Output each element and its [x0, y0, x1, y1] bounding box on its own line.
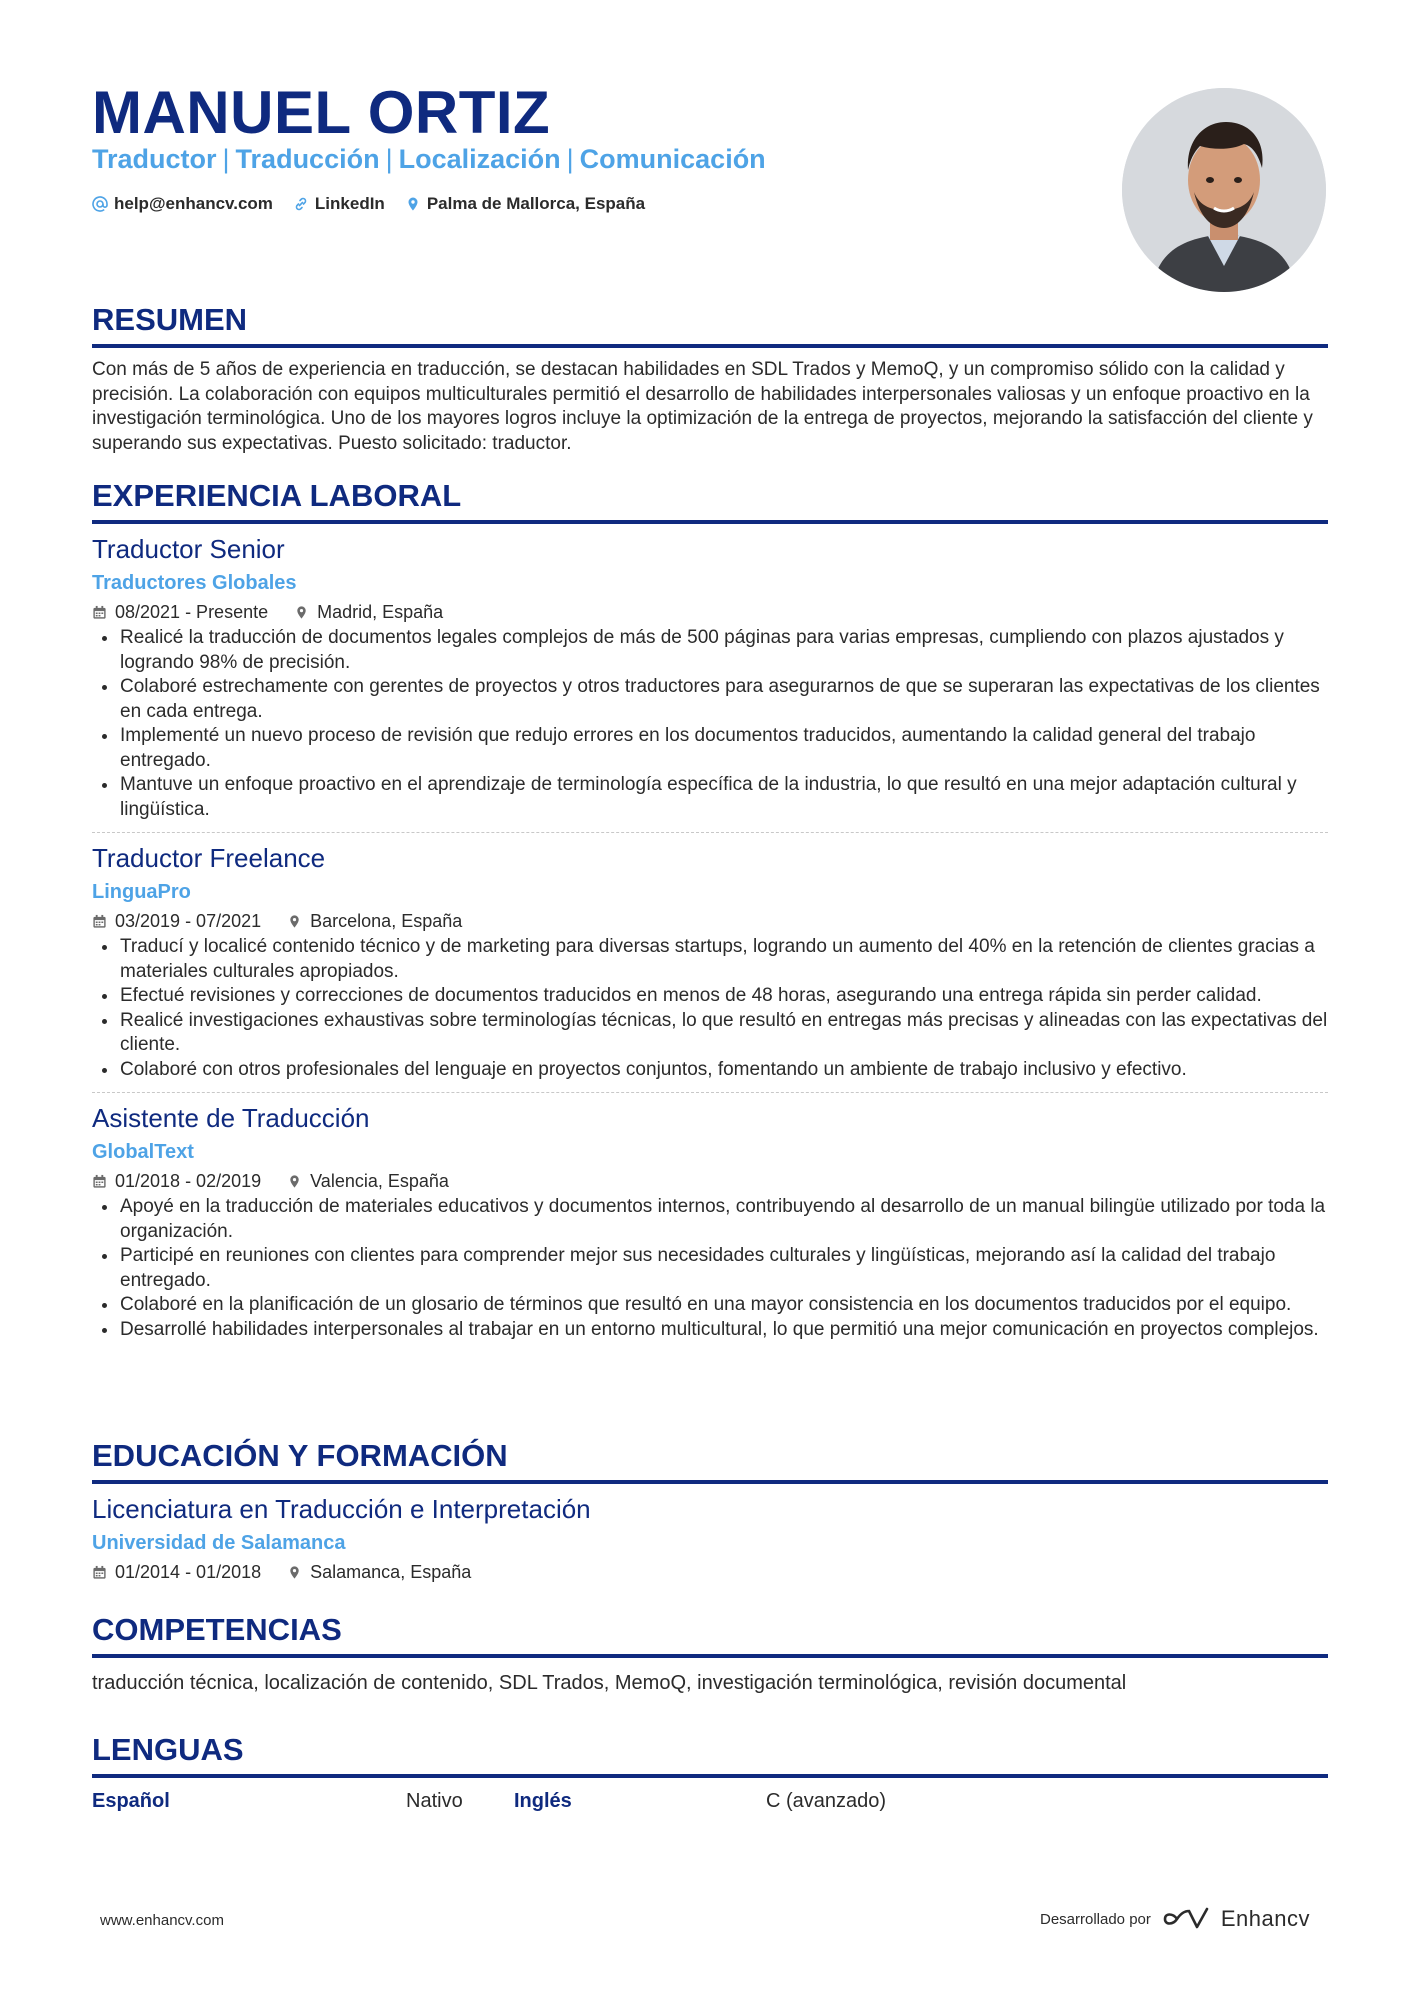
candidate-name: MANUEL ORTIZ: [92, 79, 551, 146]
summary-text: Con más de 5 años de experiencia en traducción, se destacan habilidades en SDL Trados y MemoQ, y un compromiso sólido con la calidad y precisión. La colaboración con equipos multiculturales permitió el desarrollo de habilidades interpersonales valiosas y un enfoque proactivo en la investigación terminológica. Uno de los mayores logros incluye la optimización de la entrega de proyectos, mejorando la satisfacción del cliente y superando sus expectativas. Puesto solicitado: traductor.: [92, 359, 1313, 454]
job-location: [287, 1169, 449, 1193]
headline-title-4: Comunicación: [579, 144, 766, 174]
map-pin-icon: [287, 1565, 302, 1580]
contact-linkedin[interactable]: [293, 194, 385, 214]
job-company: GlobalText: [92, 1141, 194, 1163]
headline-separator: |: [222, 144, 230, 174]
headline-titles: [92, 144, 766, 175]
at-sign-icon: [92, 196, 108, 212]
job-location-text: Valencia, España: [310, 1171, 449, 1191]
education-meta: [92, 1560, 1328, 1584]
profile-photo: [1122, 88, 1326, 292]
job-dates: [92, 600, 268, 624]
job-bullet: Participé en reuniones con clientes para comprender mejor sus necesidades culturales y lingüísticas, mejorando así la calidad del trabajo entregado.: [92, 1244, 1328, 1293]
job-entry: [92, 841, 1328, 1082]
job-bullets: [92, 935, 1328, 1082]
skills-text: traducción técnica, localización de contenido, SDL Trados, MemoQ, investigación terminológica, revisión documental: [92, 1672, 1127, 1694]
link-icon: [293, 196, 309, 212]
headline-title-2: Traducción: [235, 144, 380, 174]
job-bullet: Implementé un nuevo proceso de revisión que redujo errores en los documentos traducidos, aumentando la calidad general del trabajo entregado.: [92, 724, 1328, 773]
job-dates-text: 08/2021 - Presente: [115, 602, 269, 622]
language-level: C (avanzado): [766, 1790, 887, 1812]
summary-section: [92, 300, 1328, 456]
language-name: Español: [92, 1790, 170, 1812]
enhancv-logo-icon: [1163, 1907, 1209, 1931]
contact-list: [92, 194, 645, 214]
summary-heading: RESUMEN: [92, 300, 1328, 348]
resume-page: [92, 0, 1328, 1812]
education-dates: [92, 1560, 261, 1584]
job-meta: [92, 600, 1328, 624]
job-company: LinguaPro: [92, 881, 191, 903]
experience-section: [92, 476, 1328, 1342]
headline-title-1: Traductor: [92, 144, 217, 174]
languages-heading: LENGUAS: [92, 1730, 1328, 1778]
job-dates: [92, 1169, 261, 1193]
language-name: Inglés: [514, 1790, 572, 1812]
job-bullet: Realicé investigaciones exhaustivas sobre terminologías técnicas, lo que resultó en entregas más precisas y alineadas con las expectativas del cliente.: [92, 1009, 1328, 1058]
job-bullets: [92, 1195, 1328, 1342]
map-pin-icon: [287, 914, 302, 929]
job-bullet: Realicé la traducción de documentos legales complejos de más de 500 páginas para varias empresas, cumpliendo con plazos ajustados y logrando 98% de precisión.: [92, 626, 1328, 675]
skills-heading: COMPETENCIAS: [92, 1610, 1328, 1658]
calendar-icon: [92, 914, 107, 929]
skills-section: [92, 1610, 1328, 1695]
calendar-icon: [92, 1174, 107, 1189]
map-pin-icon: [405, 196, 421, 212]
contact-linkedin-text: LinkedIn: [314, 194, 385, 213]
job-bullet: Traducí y localicé contenido técnico y de marketing para diversas startups, logrando un aumento del 40% en la retención de clientes gracias a materiales culturales apropiados.: [92, 935, 1328, 984]
education-location-text: Salamanca, España: [310, 1562, 472, 1582]
job-dates: [92, 909, 261, 933]
job-meta: [92, 909, 1328, 933]
calendar-icon: [92, 605, 107, 620]
footer-website[interactable]: www.enhancv.com: [100, 1912, 224, 1929]
job-dates-text: 01/2018 - 02/2019: [115, 1171, 262, 1191]
footer-powered-by: Desarrollado por: [1039, 1910, 1151, 1928]
education-section: [92, 1436, 1328, 1584]
resume-header: [92, 0, 1328, 300]
job-location-text: Madrid, España: [317, 602, 444, 622]
job-location-text: Barcelona, España: [310, 911, 463, 931]
headline-title-3: Localización: [398, 144, 561, 174]
job-bullets: [92, 626, 1328, 822]
job-role: Traductor Senior: [92, 534, 285, 564]
education-heading: EDUCACIÓN Y FORMACIÓN: [92, 1436, 1328, 1484]
job-company: Traductores Globales: [92, 572, 297, 594]
experience-heading: EXPERIENCIA LABORAL: [92, 476, 1328, 524]
job-bullet: Desarrollé habilidades interpersonales al trabajar en un entorno multicultural, lo que permitió una mejor comunicación en proyectos complejos.: [92, 1318, 1328, 1343]
headline-separator: |: [385, 144, 393, 174]
education-location: [287, 1560, 471, 1584]
job-bullet: Apoyé en la traducción de materiales educativos y documentos internos, contribuyendo al desarrollo de un manual bilingüe utilizado por toda la organización.: [92, 1195, 1328, 1244]
job-bullet: Mantuve un enfoque proactivo en el aprendizaje de terminología específica de la industria, lo que resultó en una mejor adaptación cultural y lingüística.: [92, 773, 1328, 822]
education-dates-text: 01/2014 - 01/2018: [115, 1562, 262, 1582]
calendar-icon: [92, 1565, 107, 1580]
job-role: Traductor Freelance: [92, 843, 326, 873]
languages-section: [92, 1730, 1328, 1813]
avatar-portrait: [1122, 88, 1326, 292]
contact-location-text: Palma de Mallorca, España: [426, 194, 646, 213]
job-entry: [92, 532, 1328, 822]
map-pin-icon: [287, 1174, 302, 1189]
job-meta: [92, 1169, 1328, 1193]
map-pin-icon: [294, 605, 309, 620]
contact-email-text: help@enhancv.com: [114, 194, 273, 213]
contact-email[interactable]: [92, 194, 273, 214]
headline-separator: |: [566, 144, 574, 174]
job-divider: [92, 832, 1328, 833]
job-entry: [92, 1101, 1328, 1342]
job-dates-text: 03/2019 - 07/2021: [115, 911, 262, 931]
footer-brand: Enhancv: [1220, 1906, 1310, 1931]
job-location: [294, 600, 443, 624]
language-level: Nativo: [406, 1790, 463, 1812]
job-divider: [92, 1092, 1328, 1093]
education-school: Universidad de Salamanca: [92, 1532, 346, 1554]
job-location: [287, 909, 462, 933]
job-bullet: Colaboré con otros profesionales del lenguaje en proyectos conjuntos, fomentando un ambiente de trabajo inclusivo y efectivo.: [92, 1058, 1328, 1083]
languages-list: [92, 1790, 1328, 1813]
job-bullet: Colaboré estrechamente con gerentes de proyectos y otros traductores para asegurarnos de que se superaran las expectativas de los clientes en cada entrega.: [92, 675, 1328, 724]
job-bullet: Efectué revisiones y correcciones de documentos traducidos en menos de 48 horas, asegurando una entrega rápida sin perder calidad.: [92, 984, 1328, 1009]
job-bullet: Colaboré en la planificación de un glosario de términos que resultó en una mayor consistencia en los documentos traducidos por el equipo.: [92, 1293, 1328, 1318]
contact-location: [405, 194, 645, 214]
job-role: Asistente de Traducción: [92, 1103, 370, 1133]
education-entry: [92, 1492, 1328, 1584]
education-degree: Licenciatura en Traducción e Interpretación: [92, 1494, 591, 1524]
footer-branding: [1040, 1906, 1310, 1932]
